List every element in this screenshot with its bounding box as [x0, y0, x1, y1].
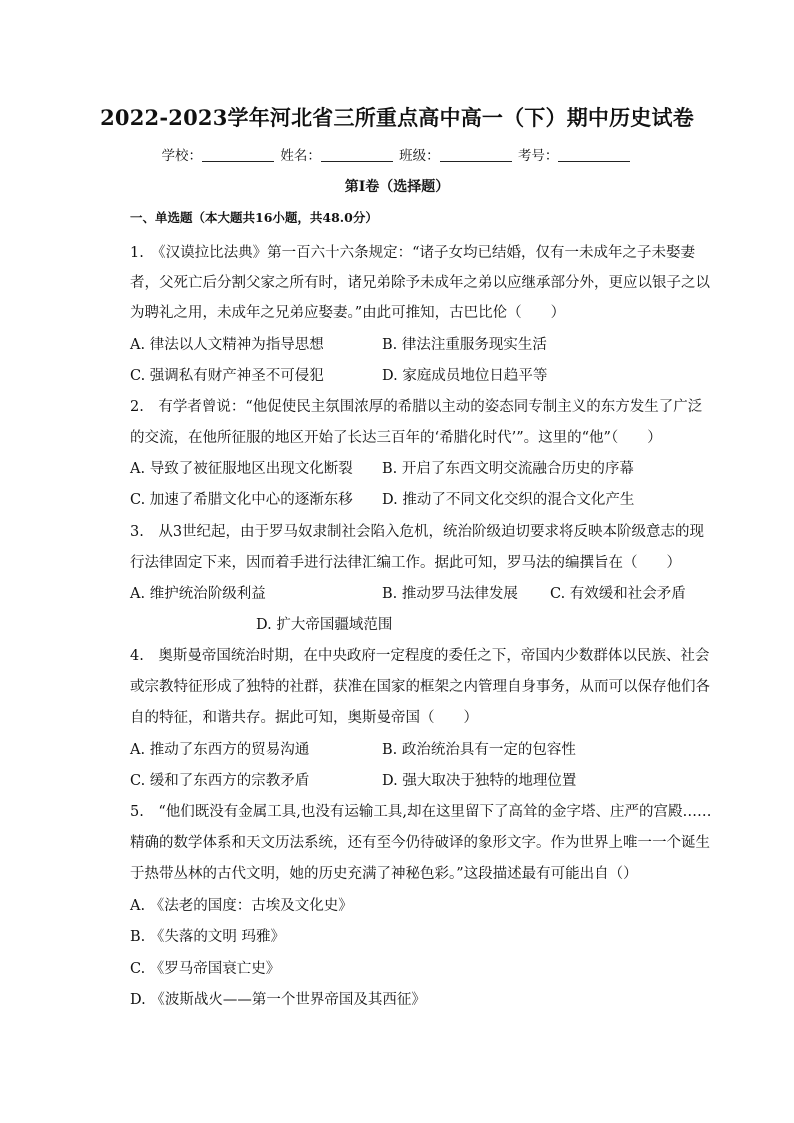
q5-option-d: D. 《波斯战火——第一个世界帝国及其西征》: [130, 992, 426, 1008]
q4-option-c: C. 缓和了东西方的宗教矛盾: [130, 773, 310, 789]
q5-option-a: A. 《法老的国度：古埃及文化史》: [130, 898, 353, 914]
q3-option-c: C. 有效缓和社会矛盾: [550, 586, 686, 602]
q4-line-2: 或宗教特征形成了独特的社群，获准在国家的框架之内管理自身事务，从而可以保存他们各: [130, 679, 710, 695]
q2-line-1: 2. 有学者曾说：“他促使民主氛围浓厚的希腊以主动的姿态同专制主义的东方发生了广泛: [130, 399, 703, 415]
q3-line-2: 行法律固定下来，因而着手进行法律汇编工作。据此可知，罗马法的编撰旨在（ ）: [130, 555, 681, 571]
volume-heading: 第I卷（选择题）: [344, 179, 450, 195]
q5-option-c: C. 《罗马帝国衰亡史》: [130, 961, 281, 977]
q4-line-3: 自的特征，和谐共存。据此可知，奥斯曼帝国（ ）: [130, 710, 478, 726]
exam-no-label: 考号：: [517, 148, 559, 164]
q1-line-1: 1. 《汉谟拉比法典》第一百六十六条规定：“诸子女均已结婚，仅有一未成年之子未娶妻: [130, 245, 695, 261]
page-title: 2022-2023学年河北省三所重点高中高一（下）期中历史试卷: [100, 105, 694, 130]
section-heading: 一、单选题（本大题共16小题，共48.0分）: [130, 210, 378, 225]
q3-option-a: A. 维护统治阶级利益: [130, 586, 266, 602]
q1-option-d: D. 家庭成员地位日趋平等: [382, 368, 548, 384]
school-blank: [202, 149, 274, 162]
q5-line-1: 5. “他们既没有金属工具,也没有运输工具,却在这里留下了高耸的金字塔、庄严的宫殿……: [130, 804, 712, 820]
q4-line-1: 4. 奥斯曼帝国统治时期，在中央政府一定程度的委任之下，帝国内少数群体以民族、社会: [130, 648, 710, 664]
q1-line-2: 者，父死亡后分割父家之所有时，诸兄弟除予未成年之弟以应继承部分外，更应以银子之以: [130, 275, 710, 291]
q5-line-3: 于热带丛林的古代文明，她的历史充满了神秘色彩。”这段描述最有可能出自（）: [130, 866, 638, 882]
name-label: 姓名：: [280, 148, 321, 164]
class-label: 班级：: [399, 148, 440, 164]
q3-option-d: D. 扩大帝国疆域范围: [256, 617, 393, 633]
q1-option-b: B. 律法注重服务现实生活: [382, 337, 547, 353]
q4-option-a: A. 推动了东西方的贸易沟通: [130, 742, 310, 758]
name-blank: [321, 149, 393, 162]
q2-option-b: B. 开启了东西文明交流融合历史的序幕: [382, 461, 634, 477]
q3-line-1: 3. 从3世纪起，由于罗马奴隶制社会陷入危机，统治阶级迫切要求将反映本阶级意志的现: [130, 524, 705, 540]
exam-no-blank: [558, 149, 630, 162]
q1-option-c: C. 强调私有财产神圣不可侵犯: [130, 368, 324, 384]
q4-option-d: D. 强大取决于独特的地理位置: [382, 773, 577, 789]
student-info-line: [0, 144, 794, 164]
q1-line-3: 为聘礼之用，未成年之兄弟应娶妻。”由此可推知，古巴比伦（ ）: [130, 305, 566, 321]
q2-option-a: A. 导致了被征服地区出现文化断裂: [130, 461, 353, 477]
q2-line-2: 的交流，在他所征服的地区开始了长达三百年的‘希腊化时代’”。这里的“他”（ ）: [130, 430, 662, 446]
q5-option-b: B. 《失落的文明 玛雅》: [130, 929, 285, 945]
q1-option-a: A. 律法以人文精神为指导思想: [130, 337, 324, 353]
q4-option-b: B. 政治统治具有一定的包容性: [382, 742, 576, 758]
q2-option-d: D. 推动了不同文化交织的混合文化产生: [382, 492, 635, 508]
school-label: 学校：: [161, 148, 203, 164]
q3-option-b: B. 推动罗马法律发展: [382, 586, 518, 602]
q5-line-2: 精确的数学体系和天文历法系统，还有至今仍待破译的象形文字。作为世界上唯一一个诞生: [130, 835, 710, 851]
q2-option-c: C. 加速了希腊文化中心的逐渐东移: [130, 492, 353, 508]
class-blank: [440, 149, 512, 162]
